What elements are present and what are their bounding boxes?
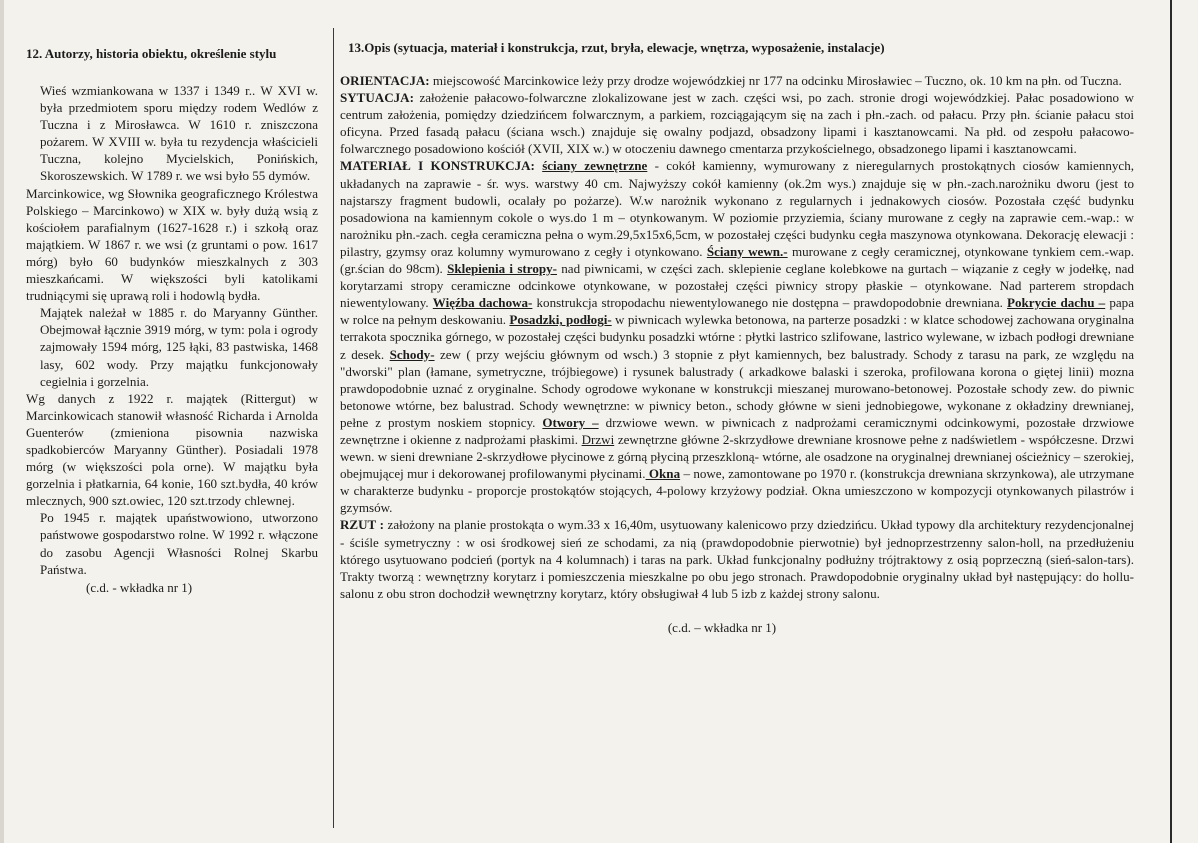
rzut-label: RZUT : (340, 517, 384, 533)
history-paragraph: Wg danych z 1922 r. majątek (Rittergut) w Marcinkowicach stanowił własność Richarda i Arnolda Guenterów (zmieniona pisownia nazwiska spadkobierców Maryanny Günther). Posiadali 1978 mórg (w większości pola orne). W majątku była gorzelnia i płatkarnia, 64 konie, 160 szt.bydła, 40 krów mlecznych, 900 szt.owiec, 120 szt.trzody chlewnej. (26, 390, 318, 509)
page-border-right (1170, 0, 1172, 843)
okna-text: – nowe, zamontowane po 1970 r. (konstrukcja drewniana skrzynkowa), ale utrzymane w charakterze budynku - proporcje prostokątów stojących, 4-polowy krzyżowy podział. Okna umieszczono w kompozycji otynkowanych pilastrów i gzymsów. (340, 466, 1134, 516)
schody-label: Schody- (389, 346, 435, 362)
history-heading: 12. Autorzy, historia obiektu, określenie stylu (26, 46, 277, 61)
history-paragraph: Wieś wzmiankowana w 1337 i 1349 r.. W XVI w. była przedmiotem sporu między rodem Wedlów z Tuczna i z Mirosławca. W 1610 r. zniszczona pożarem. W XVIII w. była tu rezydencja właścicieli Tuczna, kolejno Mycielskich, Ponińskich, Skoroszewskich. W 1789 r. we wsi było 55 dymów. (40, 83, 318, 184)
sciany-zewn-label: ściany zewnętrzne (542, 158, 648, 174)
pokrycie-label: Pokrycie dachu – (1007, 295, 1106, 311)
sytuacja-paragraph (340, 89, 1134, 157)
orientacja-label: ORIENTACJA: (340, 73, 430, 88)
okna-label: Okna (645, 466, 681, 482)
posadzki-text: w piwnicach wylewka betonowa, na parterze posadzki : w klatce schodowej zachowana oryginalna terrakota spocznika górnego, w pozostałej części budynku posadzki wtórne : płytki lastrico szlifowane, lastrico wylewane, w izbach podłogi drewniane z desek. (340, 312, 1134, 362)
history-paragraph: Po 1945 r. majątek upaństwowiono, utworzono państwowe gospodarstwo rolne. W 1992 r. włączone do zasobu Agencji Własności Rolnej Skarbu Państwa. (40, 510, 318, 577)
history-paragraph: Marcinkowice, wg Słownika geograficznego Królestwa Polskiego – Marcinkowo) w XIX w. były dużą wsią z kościołem parafialnym (1627-1628 r.) i szkołą oraz majątkiem. W 1867 r. we wsi (z gruntami o pow. 1617 mórg) było 60 budynków mieszkalnych z 303 mieszkańcami. W większości byli katolikami trudniącymi się uprawą roli i hodowlą bydła. (26, 185, 318, 304)
sytuacja-label: SYTUACJA: (340, 90, 414, 106)
rzut-paragraph (340, 516, 1134, 601)
history-body (26, 82, 318, 578)
sklepienia-text: nad piwnicami, w części zach. sklepienie ceglane kolebkowe na gurtach – wiązanie z cegły w jodełkę, nad korytarzami stropy ceramiczne odcinkowe otynkowane, w pozostałej części piwnicy stropy płaskie – otynkowane. Nad parterem stropdach niewentylowany. (340, 261, 1134, 311)
description-body (340, 72, 1134, 602)
otwory-label: Otwory – (542, 414, 599, 430)
history-paragraph: Majątek należał w 1885 r. do Maryanny Günther. Obejmował łącznie 3919 mórg, w tym: pola i ogrody zajmowały 1594 mórg, 125 łąki, 83 pastwiska, 1468 lasy, 602 wody. Przy majątku funkcjonowały cegielnia i gorzelnia. (40, 305, 318, 389)
drzwi-label: Drzwi (581, 431, 615, 447)
schody-text: zew ( przy wejściu głównym od wsch.) 3 stopnie z płyt kamiennych, bez balustrady. Schody z tarasu na park, ze względu na "dworski" plan (łamane, symetryczne, trójbiegowe) i rysunek balustrady ( arkadkowe balaski i szeroka, profilowana korona o giętej linii) mozna prawdopodobnie uznać z oryginalne. Schody ogrodowe wykonane w konstrukcji mieszanej murowano-betonowej. Pozostałe schody zew. do piwnic betonowe wtórne, bez balustrad. Schody wewnętrzne: w piwnicy beton., schody główne w sieni jednobiegowe, wykonane z okładziny drewnianej, pełne z prostym noskiem stopnicy. (340, 346, 1134, 430)
sciany-wewn-label: Ściany wewn.- (706, 243, 788, 259)
orientacja-text: miejscowość Marcinkowice leży przy drodze wojewódzkiej nr 177 na odcinku Mirosławiec – Tuczno, ok. 10 km na płn. od Tuczna. (429, 73, 1122, 88)
material-label: MATERIAŁ I KONSTRUKCJA: (340, 158, 535, 174)
rzut-text: założony na planie prostokąta o wym.33 x 16,40m, usytuowany kalenicowo przy dziedzińcu. Układ typowy dla architektury rezydencjonalnej - ściśle symetryczny : w osi środkowej sień ze schodami, za nią (prawdopodobnie pierwotnie) był jednoprzestrzenny salon-holl, na przedłużeniu którego usytuowano podcień (portyk na 4 kolumnach) i taras na park. Układ funkcjonalny podłużny trójtraktowy z osią poprzeczną (sień-salon-tars). Trakty tworzą : wewnętrzny korytarz i pomieszczenia mieszkalne po obu jego stronach. Prawdopodobnie oryginalny układ był następujący: do hollu-salonu z obu stron dochodził wewnętrzny korytarz, który obsługiwał 4 lub 5 izb z każdej strony salonu. (340, 517, 1134, 601)
column-divider (333, 28, 334, 828)
material-paragraph (340, 157, 1134, 516)
wiezba-label: Więźba dachowa- (432, 295, 533, 311)
drzwi-text: zewnętrzne główne 2-skrzydłowe drewniane krosnowe pełne z nadświetlem - współczesne. Drzwi wewn. w sieni drewniane 2-skrzydłowe płycinowe z górną płyciną przeszkloną- wtórne, ale osadzone na oryginalnej drewnianej ościeżnicy – szerokiej, obejmującej mur i dekorowanej profilowanymi płycinami. (340, 431, 1134, 482)
sciany-zewn-text: - cokół kamienny, wymurowany z nieregularnych prostokątnych ciosów kamiennych, układanych na zaprawie - śr. wys. warstwy 40 cm. Najwyższy cokół kamienny (ok.2m wys.) znajduje się w płn.-zach.narożniku dworu (jest to najstarszy fragment budowli, ocalały po pożarze). W.w narożnik wykonano z regularnych i jednakowych ciosów. Pozostała część budynku posadowiona na kamiennym cokole o wys.do 1 m – otynkowanym. W poziomie przyziemia, ściany murowane z cegły na zaprawie cem.-wap.: w narożniku płn.-zach. cegła ceramiczna pełna o wym.29,5x15x6,5cm, w pozostałej części budynku cegła maszynowa otynkowana. Dekorację elewacji : pilastry, gzymsy oraz kolumny wymurowano z cegły i otynkowano. (340, 158, 1134, 259)
sciany-wewn-text: murowane z cegły ceramicznej, otynkowane tynkiem cem.-wap.(gr.ścian do 98cm). (340, 243, 1134, 277)
section-history (26, 46, 318, 596)
section-description (340, 40, 1134, 636)
description-heading: 13.Opis (sytuacja, materiał i konstrukcja, rzut, bryła, elewacje, wnętrza, wyposażenie, instalacje) (348, 40, 885, 55)
scan-edge (0, 0, 4, 843)
wiezba-text: konstrukcja stropodachu niewentylowanego nie dostępna – prawdopodobnie drewniana. (532, 295, 1008, 311)
sytuacja-text: założenie pałacowo-folwarczne zlokalizowane jest w zach. części wsi, po zach. stronie drogi wojewódzkiej. Pałac posadowiono w centrum założenia, pomiędzy dziedzińcem folwarcznym, a parkiem, rozciągającym się na zach i płn.-zach. od pałacu. Przy płn. ścianie pałacu stoi oficyna. Przed fasadą pałacu (ściana wsch.) znajduje się owalny podjazd, obsadzony lipami i kasztanowcami. Na płd. od zespołu pałacowo-folwarcznego posadowiono kościół (XVII, XIX w.) w otoczeniu dawnego cmentarza przykościelnego, obsadzonego lipami i kasztanowcami. (340, 90, 1134, 157)
continued-note-right: (c.d. – wkładka nr 1) (667, 619, 777, 635)
posadzki-label: Posadzki, podłogi- (509, 312, 612, 328)
pokrycie-text: papa w rolce na pełnym deskowaniu. (340, 295, 1134, 328)
otwory-text: drzwiowe wewn. w piwnicach z nadprożami ceramicznymi odcinkowymi, pozostałe drzwiowe zewnętrzne i okienne z nadprożami płaskimi. (340, 414, 1134, 447)
sklepienia-label: Sklepienia i stropy- (447, 261, 557, 277)
continued-note-left: (c.d. - wkładka nr 1) (86, 579, 193, 595)
orientacja-paragraph (340, 72, 1134, 89)
